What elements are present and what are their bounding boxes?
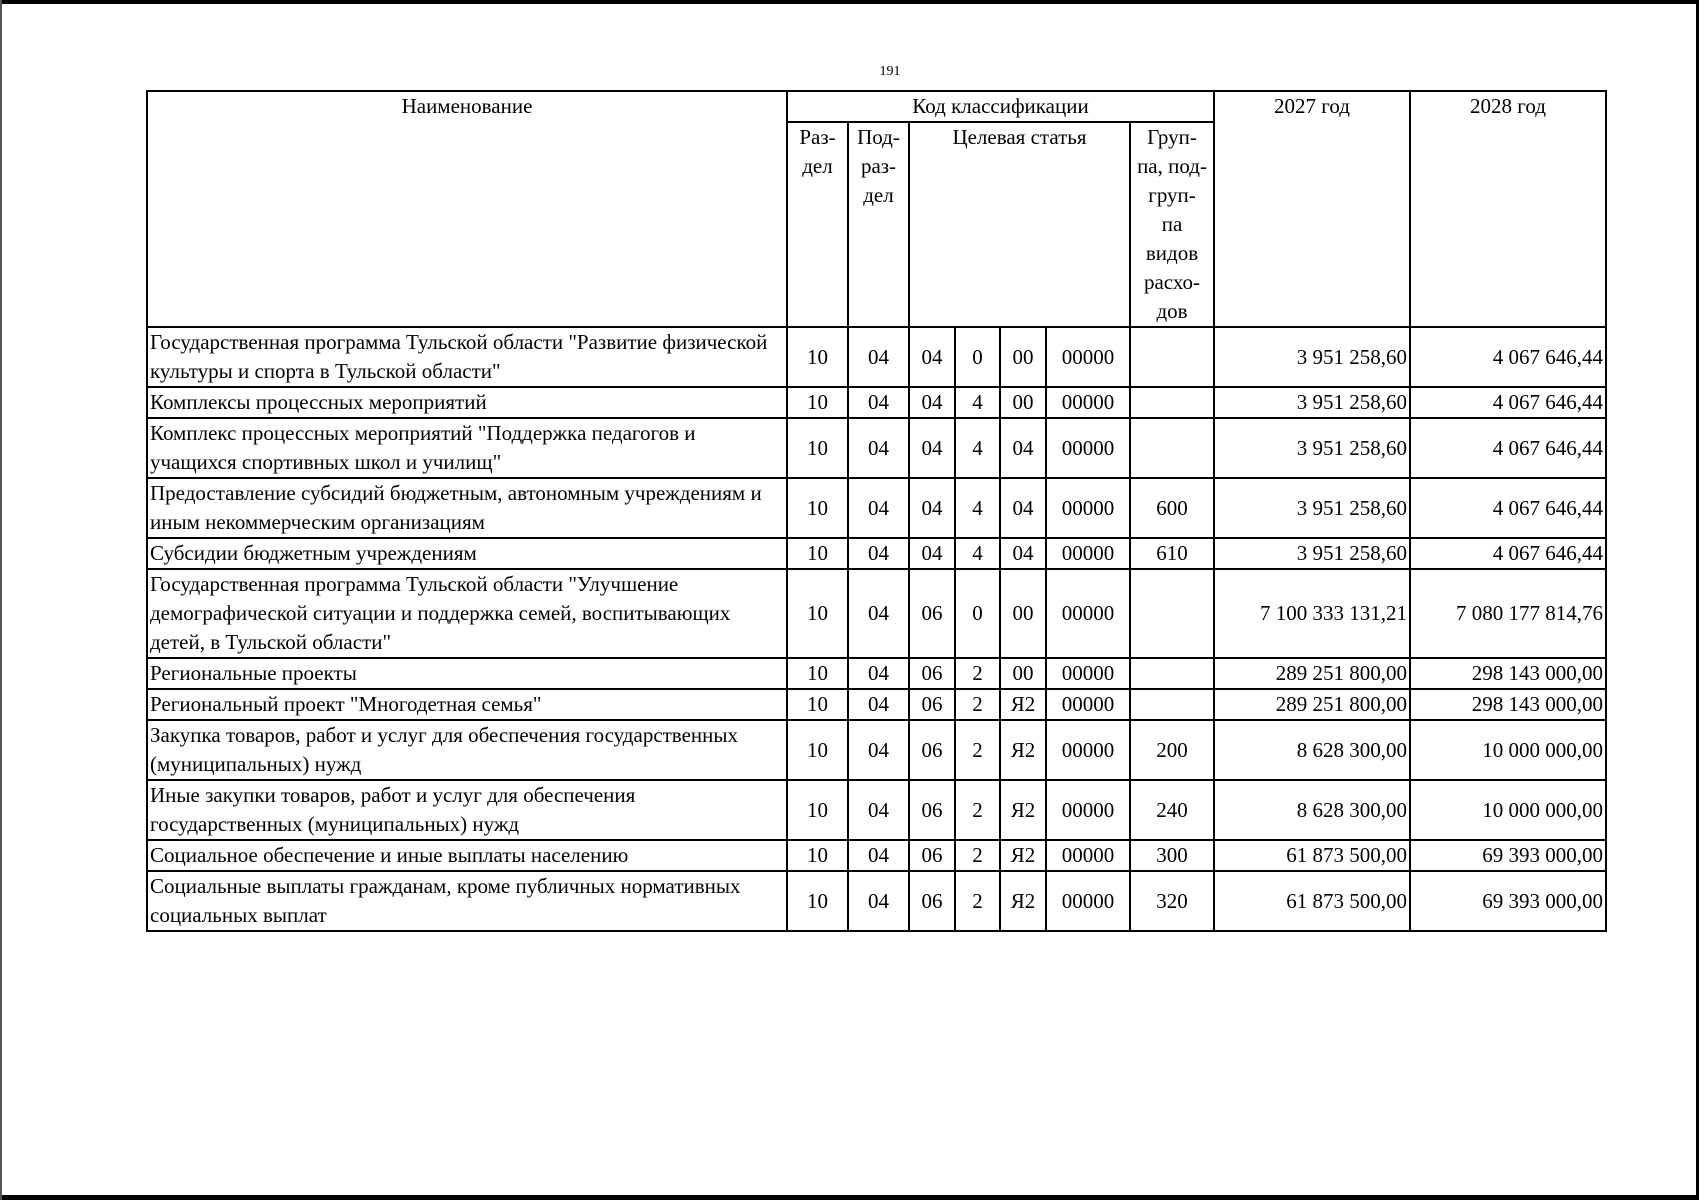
cell-target-program: 06 bbox=[909, 720, 955, 780]
cell-target-type: 2 bbox=[955, 871, 1000, 931]
cell-target-direction: 00000 bbox=[1046, 871, 1130, 931]
cell-subsection: 04 bbox=[848, 658, 909, 689]
cell-amount-2027: 289 251 800,00 bbox=[1214, 658, 1410, 689]
cell-amount-2028: 298 143 000,00 bbox=[1410, 658, 1606, 689]
cell-amount-2028: 69 393 000,00 bbox=[1410, 871, 1606, 931]
cell-target-direction: 00000 bbox=[1046, 658, 1130, 689]
cell-target-direction: 00000 bbox=[1046, 327, 1130, 387]
table-row bbox=[147, 538, 1606, 569]
cell-amount-2028: 10 000 000,00 bbox=[1410, 720, 1606, 780]
cell-target-type: 4 bbox=[955, 418, 1000, 478]
cell-target-event: 04 bbox=[1000, 418, 1046, 478]
cell-subsection: 04 bbox=[848, 538, 909, 569]
cell-target-direction: 00000 bbox=[1046, 569, 1130, 658]
cell-target-direction: 00000 bbox=[1046, 780, 1130, 840]
cell-amount-2027: 7 100 333 131,21 bbox=[1214, 569, 1410, 658]
cell-section: 10 bbox=[787, 418, 848, 478]
cell-name: Региональный проект "Многодетная семья" bbox=[147, 689, 787, 720]
cell-target-program: 04 bbox=[909, 478, 955, 538]
cell-target-type: 2 bbox=[955, 689, 1000, 720]
cell-target-type: 0 bbox=[955, 569, 1000, 658]
cell-target-event: Я2 bbox=[1000, 780, 1046, 840]
table-row bbox=[147, 871, 1606, 931]
cell-name: Комплекс процессных мероприятий "Поддержка педагогов и учащихся спортивных школ и училищ" bbox=[147, 418, 787, 478]
cell-target-event: Я2 bbox=[1000, 720, 1046, 780]
cell-target-direction: 00000 bbox=[1046, 538, 1130, 569]
table-row bbox=[147, 418, 1606, 478]
header-expense-group: Груп- па, под- груп- па видов расхо- дов bbox=[1130, 122, 1214, 327]
cell-target-event: 04 bbox=[1000, 538, 1046, 569]
cell-amount-2027: 61 873 500,00 bbox=[1214, 871, 1410, 931]
cell-amount-2027: 289 251 800,00 bbox=[1214, 689, 1410, 720]
page-number: 191 bbox=[879, 64, 901, 79]
cell-amount-2027: 61 873 500,00 bbox=[1214, 840, 1410, 871]
cell-expense-group: 610 bbox=[1130, 538, 1214, 569]
cell-amount-2027: 8 628 300,00 bbox=[1214, 780, 1410, 840]
cell-amount-2027: 8 628 300,00 bbox=[1214, 720, 1410, 780]
cell-expense-group: 320 bbox=[1130, 871, 1214, 931]
cell-section: 10 bbox=[787, 658, 848, 689]
cell-name: Государственная программа Тульской области "Улучшение демографической ситуации и поддержка семей, воспитывающих детей, в Тульской области" bbox=[147, 569, 787, 658]
header-year-2028: 2028 год bbox=[1410, 91, 1606, 327]
cell-section: 10 bbox=[787, 689, 848, 720]
cell-expense-group bbox=[1130, 689, 1214, 720]
cell-section: 10 bbox=[787, 387, 848, 418]
cell-target-program: 04 bbox=[909, 418, 955, 478]
cell-target-direction: 00000 bbox=[1046, 840, 1130, 871]
cell-target-event: Я2 bbox=[1000, 871, 1046, 931]
cell-name: Закупка товаров, работ и услуг для обеспечения государственных (муниципальных) нужд bbox=[147, 720, 787, 780]
cell-name: Комплексы процессных мероприятий bbox=[147, 387, 787, 418]
cell-target-program: 06 bbox=[909, 871, 955, 931]
header-year-2027: 2027 год bbox=[1214, 91, 1410, 327]
cell-amount-2027: 3 951 258,60 bbox=[1214, 327, 1410, 387]
table-row bbox=[147, 689, 1606, 720]
table-body bbox=[147, 327, 1606, 931]
cell-expense-group: 600 bbox=[1130, 478, 1214, 538]
cell-section: 10 bbox=[787, 780, 848, 840]
cell-subsection: 04 bbox=[848, 569, 909, 658]
cell-target-type: 2 bbox=[955, 840, 1000, 871]
cell-target-type: 4 bbox=[955, 538, 1000, 569]
cell-target-program: 06 bbox=[909, 780, 955, 840]
cell-subsection: 04 bbox=[848, 387, 909, 418]
cell-target-type: 2 bbox=[955, 720, 1000, 780]
cell-target-direction: 00000 bbox=[1046, 689, 1130, 720]
table-row bbox=[147, 780, 1606, 840]
cell-expense-group bbox=[1130, 658, 1214, 689]
cell-subsection: 04 bbox=[848, 478, 909, 538]
cell-section: 10 bbox=[787, 538, 848, 569]
cell-section: 10 bbox=[787, 327, 848, 387]
page-border-top bbox=[0, 0, 1699, 4]
cell-name: Государственная программа Тульской области "Развитие физической культуры и спорта в Тульской области" bbox=[147, 327, 787, 387]
cell-target-event: 00 bbox=[1000, 658, 1046, 689]
cell-target-type: 0 bbox=[955, 327, 1000, 387]
header-subsection: Под- раз- дел bbox=[848, 122, 909, 327]
header-target-article: Целевая статья bbox=[909, 122, 1130, 327]
header-section: Раз- дел bbox=[787, 122, 848, 327]
cell-expense-group: 240 bbox=[1130, 780, 1214, 840]
cell-section: 10 bbox=[787, 478, 848, 538]
page-border-bottom bbox=[0, 1195, 1699, 1200]
cell-expense-group bbox=[1130, 418, 1214, 478]
cell-target-event: 00 bbox=[1000, 387, 1046, 418]
cell-amount-2028: 69 393 000,00 bbox=[1410, 840, 1606, 871]
cell-target-direction: 00000 bbox=[1046, 720, 1130, 780]
cell-name: Социальное обеспечение и иные выплаты населению bbox=[147, 840, 787, 871]
cell-target-event: 00 bbox=[1000, 569, 1046, 658]
cell-target-direction: 00000 bbox=[1046, 418, 1130, 478]
cell-target-type: 2 bbox=[955, 658, 1000, 689]
header-classification-code: Код классификации bbox=[787, 91, 1214, 122]
cell-section: 10 bbox=[787, 569, 848, 658]
header-row-1 bbox=[147, 91, 1606, 122]
cell-target-direction: 00000 bbox=[1046, 387, 1130, 418]
cell-target-event: 04 bbox=[1000, 478, 1046, 538]
cell-subsection: 04 bbox=[848, 689, 909, 720]
cell-target-type: 4 bbox=[955, 387, 1000, 418]
table-row bbox=[147, 658, 1606, 689]
cell-target-event: Я2 bbox=[1000, 689, 1046, 720]
cell-amount-2027: 3 951 258,60 bbox=[1214, 478, 1410, 538]
cell-amount-2028: 4 067 646,44 bbox=[1410, 327, 1606, 387]
cell-amount-2028: 4 067 646,44 bbox=[1410, 387, 1606, 418]
cell-section: 10 bbox=[787, 871, 848, 931]
cell-amount-2028: 4 067 646,44 bbox=[1410, 418, 1606, 478]
cell-subsection: 04 bbox=[848, 871, 909, 931]
cell-target-program: 04 bbox=[909, 387, 955, 418]
cell-target-program: 04 bbox=[909, 538, 955, 569]
cell-target-program: 06 bbox=[909, 689, 955, 720]
cell-amount-2028: 4 067 646,44 bbox=[1410, 478, 1606, 538]
cell-target-event: 00 bbox=[1000, 327, 1046, 387]
cell-amount-2027: 3 951 258,60 bbox=[1214, 418, 1410, 478]
cell-amount-2028: 4 067 646,44 bbox=[1410, 538, 1606, 569]
header-name: Наименование bbox=[147, 91, 787, 327]
cell-section: 10 bbox=[787, 840, 848, 871]
cell-subsection: 04 bbox=[848, 840, 909, 871]
budget-table bbox=[146, 90, 1607, 932]
cell-amount-2028: 10 000 000,00 bbox=[1410, 780, 1606, 840]
cell-target-type: 4 bbox=[955, 478, 1000, 538]
cell-name: Субсидии бюджетным учреждениям bbox=[147, 538, 787, 569]
cell-name: Иные закупки товаров, работ и услуг для обеспечения государственных (муниципальных) нужд bbox=[147, 780, 787, 840]
table-row bbox=[147, 387, 1606, 418]
cell-target-program: 04 bbox=[909, 327, 955, 387]
cell-expense-group bbox=[1130, 387, 1214, 418]
cell-target-type: 2 bbox=[955, 780, 1000, 840]
cell-amount-2027: 3 951 258,60 bbox=[1214, 387, 1410, 418]
cell-name: Социальные выплаты гражданам, кроме публичных нормативных социальных выплат bbox=[147, 871, 787, 931]
cell-subsection: 04 bbox=[848, 418, 909, 478]
cell-subsection: 04 bbox=[848, 327, 909, 387]
cell-expense-group: 300 bbox=[1130, 840, 1214, 871]
table-row bbox=[147, 478, 1606, 538]
cell-amount-2027: 3 951 258,60 bbox=[1214, 538, 1410, 569]
cell-subsection: 04 bbox=[848, 720, 909, 780]
table-row bbox=[147, 720, 1606, 780]
cell-name: Региональные проекты bbox=[147, 658, 787, 689]
cell-target-event: Я2 bbox=[1000, 840, 1046, 871]
cell-target-program: 06 bbox=[909, 840, 955, 871]
cell-target-program: 06 bbox=[909, 569, 955, 658]
cell-amount-2028: 7 080 177 814,76 bbox=[1410, 569, 1606, 658]
cell-subsection: 04 bbox=[848, 780, 909, 840]
cell-section: 10 bbox=[787, 720, 848, 780]
cell-name: Предоставление субсидий бюджетным, автономным учреждениям и иным некоммерческим организациям bbox=[147, 478, 787, 538]
cell-target-direction: 00000 bbox=[1046, 478, 1130, 538]
table-row bbox=[147, 569, 1606, 658]
cell-amount-2028: 298 143 000,00 bbox=[1410, 689, 1606, 720]
table-row bbox=[147, 327, 1606, 387]
cell-expense-group bbox=[1130, 569, 1214, 658]
table-row bbox=[147, 840, 1606, 871]
cell-expense-group: 200 bbox=[1130, 720, 1214, 780]
cell-target-program: 06 bbox=[909, 658, 955, 689]
cell-expense-group bbox=[1130, 327, 1214, 387]
page-border-left bbox=[0, 0, 2, 1200]
